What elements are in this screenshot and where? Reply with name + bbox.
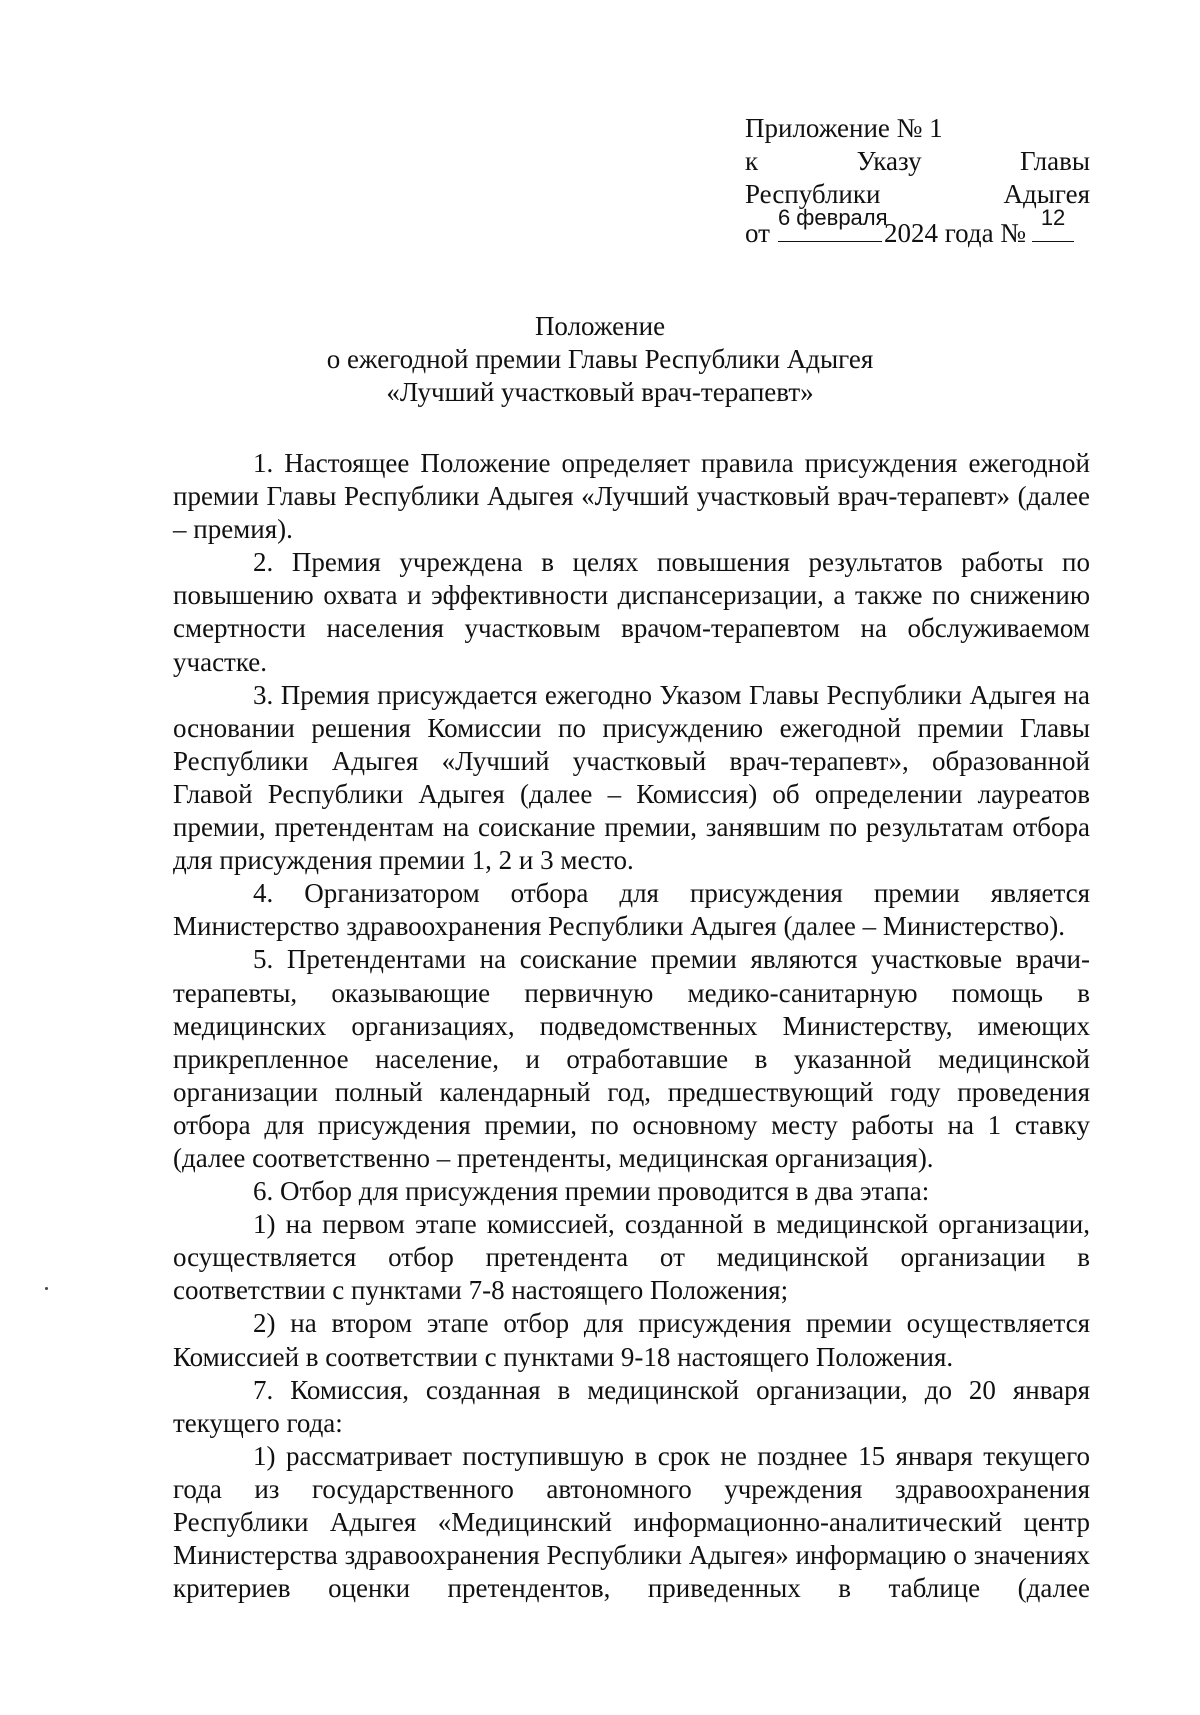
paragraph-6-item-1: 1) на первом этапе комиссией, созданной в медицинской организации, осуществляется отбор претендента от медицинской организации в соответствии с пунктами 7-8 настоящего Положения; (173, 1209, 1090, 1306)
annex-block (745, 112, 1090, 250)
annex-republic-line: Республики Адыгея (745, 179, 1090, 209)
paragraph-3: 3. Премия присуждается ежегодно Указом Главы Республики Адыгея на основании решения Комиссии по присуждению ежегодной премии Главы Республики Адыгея «Лучший участковый врач-терапевт», образованной Главой Республики Адыгея (далее – Комиссия) об определении лауреатов премии, претендентам на соискание премии, занявшим по результатам отбора для присуждения премии 1, 2 и 3 место. (173, 679, 1090, 876)
title-line-2: о ежегодной премии Главы Республики Адыгея (326, 344, 874, 374)
annex-decree-line: к Указу Главы (745, 146, 1090, 176)
paragraph-4: 4. Организатором отбора для присуждения премии является Министерство здравоохранения Республики Адыгея (далее – Министерство). (173, 878, 1090, 942)
paragraph-7-item-1: 1) рассматривает поступившую в срок не позднее 15 января текущего года из государственного автономного учреждения здравоохранения Республики Адыгея «Медицинский информационно-аналитический центр Министерства здравоохранения Республики Адыгея» информацию о значениях критериев оценки претендентов, приведенных в таблице (далее (173, 1440, 1090, 1604)
document-body (173, 447, 1090, 1605)
paragraph-6: 6. Отбор для присуждения премии проводится в два этапа: (253, 1176, 930, 1207)
paragraph-5: 5. Претендентами на соискание премии являются участковые врачи-терапевты, оказывающие первичную медико-санитарную помощь в медицинских организациях, подведомственных Министерству, имеющих прикрепленное население, и отработавшие в указанной медицинской организации полный календарный год, предшествующий году проведения отбора для присуждения премии, по основному месту работы на 1 ставку (далее соответственно – претенденты, медицинская организация). (173, 944, 1090, 1173)
annex-title: Приложение № 1 (745, 113, 943, 143)
paragraph-7: 7. Комиссия, созданная в медицинской организации, до 20 января текущего года: (173, 1374, 1090, 1438)
scan-speck (45, 1287, 48, 1290)
title-line-1: Положение (534, 311, 666, 341)
handwritten-date: 6 февраля (777, 205, 888, 230)
number-field (1032, 205, 1074, 242)
paragraph-1: 1. Настоящее Положение определяет правила присуждения ежегодной премии Главы Республики Адыгея «Лучший участковый врач-терапевт» (далее – премия). (173, 448, 1090, 545)
paragraph-2: 2. Премия учреждена в целях повышения результатов работы по повышению охвата и эффективности диспансеризации, а также по снижению смертности населения участковым врачом-терапевтом на обслуживаемом участке. (173, 547, 1090, 677)
paragraph-6-item-2: 2) на втором этапе отбор для присуждения премии осуществляется Комиссией в соответствии с пунктами 9-18 настоящего Положения. (173, 1308, 1090, 1372)
annex-date-line: от 6 февраля 2024 года № 12 (745, 211, 1090, 250)
document-title (0, 310, 1200, 409)
date-field (777, 205, 888, 242)
title-line-3: «Лучший участковый врач-терапевт» (386, 377, 814, 407)
handwritten-number: 12 (1040, 205, 1066, 230)
